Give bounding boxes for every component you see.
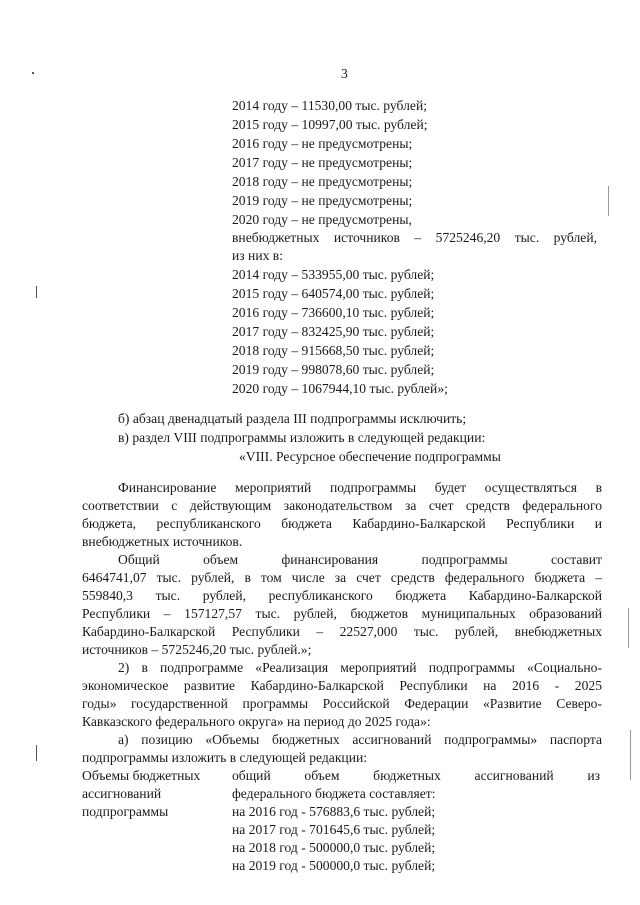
para1-line: соответствии с действующим законодательством за счет средств федерального xyxy=(82,498,602,513)
scan-dot xyxy=(32,72,34,74)
scan-mark xyxy=(36,745,37,761)
table-label-line: Объемы бюджетных xyxy=(82,768,201,783)
para3-line: 2) в подпрограмме «Реализация мероприятий подпрограммы «Социально- xyxy=(118,660,602,675)
scan-mark xyxy=(36,286,37,298)
of-them-label: из них в: xyxy=(232,248,283,263)
page-number: 3 xyxy=(341,66,348,81)
table-label-line: ассигнований xyxy=(82,786,162,801)
section-title: «VIII. Ресурсное обеспечение подпрограммы xyxy=(239,449,501,464)
para2-line: 559840,3 тыс. рублей, республиканского бюджета Кабардино-Балкарской xyxy=(82,588,602,603)
federal-year-line: 2019 году – не предусмотрены; xyxy=(232,193,413,208)
para2-line: Кабардино-Балкарской Республики – 22527,000 тыс. рублей, внебюджетных xyxy=(82,624,602,639)
table-value-line: общий объем бюджетных ассигнований из xyxy=(232,768,600,783)
table-value-line: на 2016 год - 576883,6 тыс. рублей; xyxy=(232,804,436,819)
item-b: б) абзац двенадцатый раздела III подпрограммы исключить; xyxy=(118,411,467,426)
item-v: в) раздел VIII подпрограммы изложить в следующей редакции: xyxy=(118,430,486,445)
para2-line: Общий объем финансирования подпрограммы составит xyxy=(118,552,602,567)
offbudget-year-line: 2014 году – 533955,00 тыс. рублей; xyxy=(232,267,435,282)
para1-line: внебюджетных источников. xyxy=(82,534,243,549)
table-value-line: федерального бюджета составляет: xyxy=(232,786,436,801)
para4-line: а) позицию «Объемы бюджетных ассигнований подпрограммы» паспорта xyxy=(118,732,602,747)
table-label-line: подпрограммы xyxy=(82,804,169,819)
federal-year-line: 2020 году – не предусмотрены, xyxy=(232,212,412,227)
offbudget-year-line: 2015 году – 640574,00 тыс. рублей; xyxy=(232,286,435,301)
federal-year-line: 2018 году – не предусмотрены; xyxy=(232,174,413,189)
para2-line: источников – 5725246,20 тыс. рублей.»; xyxy=(82,642,312,657)
offbudget-year-line: 2016 году – 736600,10 тыс. рублей; xyxy=(232,305,435,320)
para1-line: бюджета, республиканского бюджета Кабардино-Балкарской Республики и xyxy=(82,516,602,531)
para4-line: подпрограммы изложить в следующей редакции: xyxy=(82,750,368,765)
federal-year-line: 2014 году – 11530,00 тыс. рублей; xyxy=(232,98,427,113)
offbudget-total: внебюджетных источников – 5725246,20 тыс. рублей, xyxy=(232,230,597,245)
federal-year-line: 2017 году – не предусмотрены; xyxy=(232,155,413,170)
offbudget-year-line: 2019 году – 998078,60 тыс. рублей; xyxy=(232,362,435,377)
scan-mark xyxy=(630,730,631,780)
para2-line: Республики – 157127,57 тыс. рублей, бюджетов муниципальных образований xyxy=(82,606,602,621)
scan-mark xyxy=(628,608,629,648)
federal-year-line: 2015 году – 10997,00 тыс. рублей; xyxy=(232,117,428,132)
table-value-line: на 2017 год - 701645,6 тыс. рублей; xyxy=(232,822,436,837)
offbudget-year-line: 2017 году – 832425,90 тыс. рублей; xyxy=(232,324,435,339)
para3-line: годы» государственной программы Российской Федерации «Развитие Северо- xyxy=(82,696,602,711)
para3-line: Кавказского федерального округа» на период до 2025 года»: xyxy=(82,714,431,729)
offbudget-year-line: 2018 году – 915668,50 тыс. рублей; xyxy=(232,343,435,358)
para3-line: экономическое развитие Кабардино-Балкарской Республики на 2016 - 2025 xyxy=(82,678,602,693)
table-value-line: на 2018 год - 500000,0 тыс. рублей; xyxy=(232,840,436,855)
table-value-line: на 2019 год - 500000,0 тыс. рублей; xyxy=(232,858,436,873)
para2-line: 6464741,07 тыс. рублей, в том числе за счет средств федерального бюджета – xyxy=(82,570,602,585)
federal-year-line: 2016 году – не предусмотрены; xyxy=(232,136,413,151)
para1-line: Финансирование мероприятий подпрограммы будет осуществляться в xyxy=(118,480,602,495)
scan-mark xyxy=(608,186,609,216)
offbudget-year-line: 2020 году – 1067944,10 тыс. рублей»; xyxy=(232,381,448,396)
